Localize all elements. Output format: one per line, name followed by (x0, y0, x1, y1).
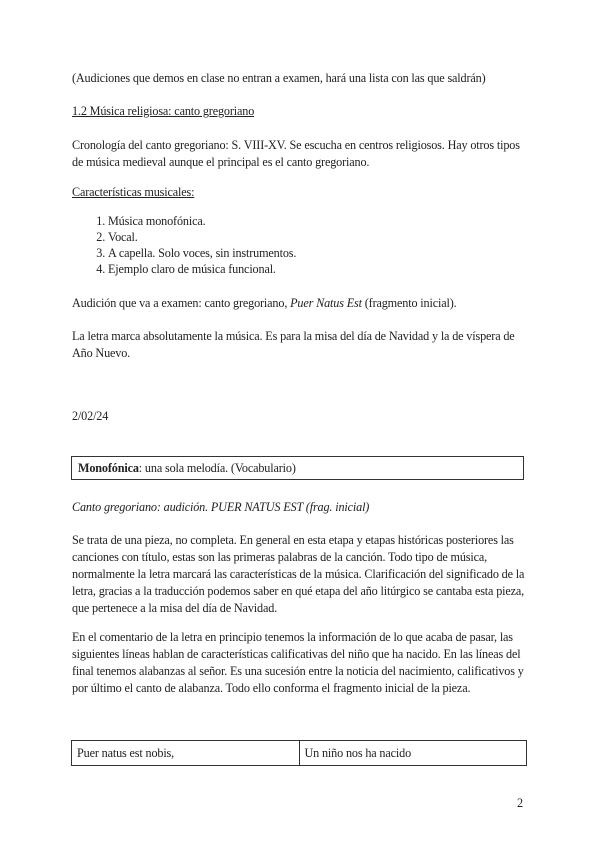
intro-note: (Audiciones que demos en clase no entran a examen, hará una lista con las que saldrán) (72, 71, 486, 85)
exam-audition-line (72, 295, 528, 312)
lyrics-table (71, 740, 527, 766)
list-item: 4. Ejemplo claro de música funcional. (108, 261, 528, 277)
table-row (72, 741, 527, 766)
vocabulary-term: Monofónica (78, 461, 139, 475)
vocabulary-definition: : una sola melodía. (Vocabulario) (138, 461, 296, 475)
lyrics-note: La letra marca absolutamente la música. Es para la misa del día de Navidad y la de víspera de Año Nuevo. (72, 329, 515, 360)
section-heading: 1.2 Música religiosa: canto gregoriano (72, 104, 255, 118)
characteristics-heading: Características musicales: (72, 185, 195, 199)
vocabulary-box (71, 456, 524, 480)
lyrics-latin-cell: Puer natus est nobis, (72, 741, 300, 766)
date-label: 2/02/24 (72, 409, 109, 423)
chronology-paragraph: Cronología del canto gregoriano: S. VIII-XV. Se escucha en centros religiosos. Hay otros tipos de música medieval aunque el principal es el canto gregoriano. (72, 138, 520, 169)
page-number: 2 (517, 796, 523, 810)
exam-audition-prefix: Audición que va a examen: canto gregoriano, (72, 296, 288, 310)
exam-audition-suffix: (fragmento inicial). (364, 296, 457, 310)
characteristics-list (72, 213, 528, 277)
list-item: 1. Música monofónica. (108, 213, 528, 229)
list-item: 2. Vocal. (108, 229, 528, 245)
paragraph-piece-description: Se trata de una pieza, no completa. En general en esta etapa y etapas históricas posteriores las canciones con título, estas son las primeras palabras de la canción. Todo tipo de música, normalmente la letra marcará las características de la música. Clarificación del significado de la letra, gracias a la traducción podemos saber en qué etapa del año litúrgico se cantaba esta pieza, que pertenece a la misa del día de Navidad. (72, 533, 525, 615)
audition-heading: Canto gregoriano: audición. PUER NATUS EST (frag. inicial) (72, 500, 370, 514)
list-item: 3. A capella. Solo voces, sin instrumentos. (108, 245, 528, 261)
paragraph-lyrics-commentary: En el comentario de la letra en principio tenemos la información de lo que acaba de pasar, las siguientes líneas hablan de características calificativas del niño que ha nacido. En las líneas del final tenemos alabanzas al señor. Es una sucesión entre la noticia del nacimiento, calificativos y por último el canto de alabanza. Todo ello conforma el fragmento inicial de la pieza. (72, 630, 524, 695)
exam-audition-title: Puer Natus Est (290, 296, 362, 310)
lyrics-spanish-cell: Un niño nos ha nacido (299, 741, 527, 766)
